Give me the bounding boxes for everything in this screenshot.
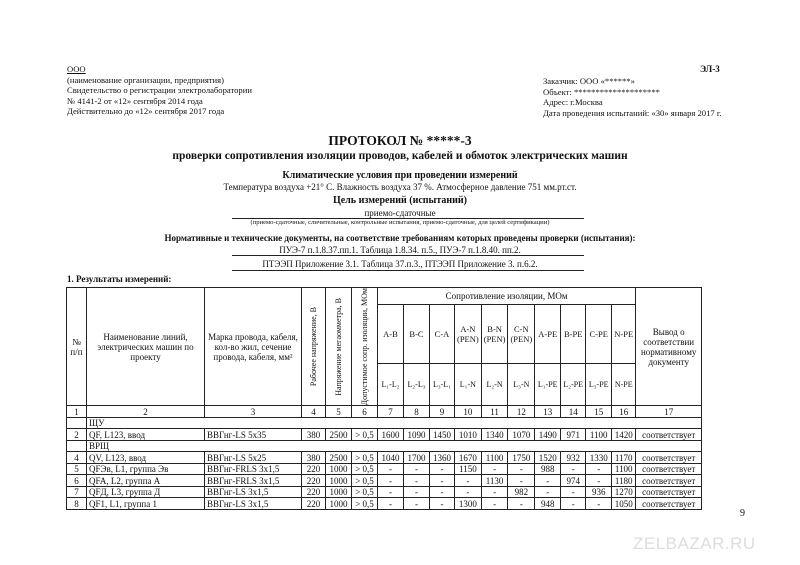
table-cell: 936 [586,486,612,498]
table-cell: 220 [302,463,326,475]
table-cell: QFЭв, L1, группа Эв [87,463,205,475]
table-cell: 1180 [612,475,636,487]
table-cell: 1750 [508,452,535,464]
table-cell: 5 [67,463,87,475]
table-row [67,498,702,510]
column-number: 1 [67,406,87,418]
table-cell: соответствует [636,475,702,487]
table-cell: 988 [535,463,561,475]
table-cell: 1600 [378,429,404,441]
table-cell: 7 [67,486,87,498]
header-conclusion: Вывод о соответствии нормативному документу [636,288,702,406]
docs-underline-2 [232,270,584,271]
phase-pen-label: (PEN) [457,333,479,344]
phase-header [378,304,404,364]
docs-line-1: ПУЭ-7 п.1.8.37.пп.1. Таблица 1.8.34. п.5., ПУЭ-7 п.1.8.40. пп.2. [279,245,521,255]
column-number: 10 [455,406,482,418]
table-cell: - [508,463,535,475]
table-cell: ВВГнг-LS 5х35 [205,429,302,441]
table-cell: 380 [302,429,326,441]
object: Объект: ******************** [543,86,660,97]
table-cell: - [481,463,508,475]
table-cell: QFД, L3, группа Д [87,486,205,498]
phase-label: C-N [514,323,529,334]
table-cell: - [561,498,586,510]
phase-conductor-label: L₂-PE [561,364,586,406]
phase-label: A-N [460,323,476,334]
certificate-valid: Действительно до «12» сентября 2017 года [67,106,225,117]
table-cell: 380 [302,452,326,464]
table-cell: - [455,475,482,487]
table-cell: 1100 [586,429,612,441]
table-cell: 1150 [455,463,482,475]
table-cell: 1300 [455,498,482,510]
group-num-cell [67,417,87,429]
table-cell: > 0,5 [352,452,378,464]
table-cell: 1490 [535,429,561,441]
table-cell: 8 [67,498,87,510]
table-row [67,486,702,498]
table-cell: 2 [67,429,87,441]
column-number: 6 [352,406,378,418]
customer-block [543,76,722,118]
table-cell: ВВГнг-FRLS 3х1,5 [205,475,302,487]
table-cell: - [535,486,561,498]
table-cell: - [508,475,535,487]
table-cell: 1100 [612,463,636,475]
column-number: 14 [561,406,586,418]
phase-conductor-label: L₁-N [455,364,482,406]
group-label: ЩУ [87,417,702,429]
table-cell: 1450 [430,429,455,441]
table-cell: - [586,498,612,510]
table-cell: 1050 [612,498,636,510]
table-cell: > 0,5 [352,486,378,498]
table-cell: 974 [561,475,586,487]
climate-heading: Климатические условия при проведении измерений [282,170,518,181]
header-resistance: Сопротивление изоляции, МОм [378,288,636,305]
table-cell: 2500 [326,429,352,441]
organization-block [67,64,252,117]
column-number: 12 [508,406,535,418]
header-name: Наименование линий, электрических машин по проекту [87,288,205,406]
phase-pen-label: (PEN) [483,333,506,344]
table-cell: ВВГнг-FRLS 3х1,5 [205,463,302,475]
table-cell: - [508,498,535,510]
phase-header [455,304,482,364]
table-cell: - [378,486,404,498]
header-work-voltage [302,288,326,406]
table-cell: 1420 [612,429,636,441]
table-cell: - [561,463,586,475]
table-row [67,429,702,441]
phase-label: N-PE [614,328,634,339]
table-cell: > 0,5 [352,429,378,441]
table-cell: 1090 [404,429,430,441]
table-cell: 971 [561,429,586,441]
phase-label: C-PE [589,328,608,339]
table-cell: 6 [67,475,87,487]
table-cell: 2500 [326,452,352,464]
header-meter-voltage [326,288,352,406]
column-number: 4 [302,406,326,418]
table-cell: > 0,5 [352,475,378,487]
table-cell: 220 [302,498,326,510]
table-cell: - [404,498,430,510]
table-cell: 948 [535,498,561,510]
table-cell: 1340 [481,429,508,441]
phase-conductor-label: L₂-N [481,364,508,406]
certificate-label: Свидетельство о регистрации электролаборатории [67,85,252,96]
table-cell: 1040 [378,452,404,464]
phase-header [404,304,430,364]
table-cell: - [378,463,404,475]
table-cell: - [430,475,455,487]
table-row [67,475,702,487]
column-number: 5 [326,406,352,418]
table-cell: - [430,486,455,498]
table-cell: - [430,463,455,475]
table-cell: - [404,486,430,498]
phase-label: A-PE [538,328,558,339]
table-cell: QV, L123, ввод [87,452,205,464]
table-cell: - [561,486,586,498]
phase-label: A-B [383,328,398,339]
phase-label: C-A [434,328,450,339]
column-number: 7 [378,406,404,418]
column-number: 8 [404,406,430,418]
phase-header [586,304,612,364]
protocol-subtitle: проверки сопротивления изоляции проводов, кабелей и обмоток электрических машин [172,150,628,162]
test-date: Дата проведения испытаний: «30» января 2017 г. [543,107,722,118]
phase-header [481,304,508,364]
watermark: ZELBAZAR.RU [633,534,756,553]
phase-conductor-label: L₁-L₂ [378,364,404,406]
page-number: 9 [740,508,745,519]
climate-line: Температура воздуха +21° С. Влажность воздуха 37 %. Атмосферное давление 751 мм.рт.ст. [223,182,577,192]
docs-underline-1 [232,255,584,256]
table-cell: - [586,463,612,475]
table-cell: 1010 [455,429,482,441]
table-cell: > 0,5 [352,498,378,510]
phase-conductor-label: L₃-PE [586,364,612,406]
table-cell: - [586,475,612,487]
table-cell: 1130 [481,475,508,487]
phase-header [430,304,455,364]
table-cell: > 0,5 [352,463,378,475]
header-allowed-text: Допустимое сопр. изоляции, МОм [360,288,369,406]
table-cell: соответствует [636,452,702,464]
table-cell: 1270 [612,486,636,498]
table-cell: - [535,475,561,487]
table-cell: 982 [508,486,535,498]
table-cell: 1070 [508,429,535,441]
results-body [67,417,702,509]
column-number: 11 [481,406,508,418]
purpose-hint: (приемо-сдаточные, сличительные, контрольные испытания, приемо-сдаточные, для целей сертификации) [250,219,550,226]
column-number: 17 [636,406,702,418]
table-cell: - [481,498,508,510]
table-cell: 1520 [535,452,561,464]
header-row-1 [67,288,702,305]
table-cell: 1170 [612,452,636,464]
table-cell: 1670 [455,452,482,464]
table-cell: - [481,486,508,498]
phase-conductor-label: N-PE [612,364,636,406]
table-cell: QF, L123, ввод [87,429,205,441]
group-num-cell [67,440,87,452]
phase-pen-label: (PEN) [510,333,533,344]
table-cell: - [404,475,430,487]
column-number: 13 [535,406,561,418]
table-cell: соответствует [636,429,702,441]
header-allowed [352,288,378,406]
table-cell: 1000 [326,486,352,498]
header-brand: Марка провода, кабеля, кол-во жил, сечение провода, кабеля, мм² [205,288,302,406]
phase-label: B-C [409,328,424,339]
table-cell: 1000 [326,475,352,487]
column-number: 16 [612,406,636,418]
org-hint: (наименование организации, предприятия) [67,74,224,85]
table-cell: QF1, L1, группа 1 [87,498,205,510]
phase-conductor-label: L₁-PE [535,364,561,406]
table-cell: 220 [302,486,326,498]
purpose-value: приемо-сдаточные [364,208,436,218]
phase-conductor-label: L₃-L₁ [430,364,455,406]
phase-conductor-label: L₃-N [508,364,535,406]
header-num: № п/п [67,288,87,406]
column-number: 15 [586,406,612,418]
group-row [67,440,702,452]
table-cell: - [430,498,455,510]
column-number: 3 [205,406,302,418]
phase-header [508,304,535,364]
certificate-number: № 4141-2 от «12» сентября 2014 года [67,95,203,106]
table-cell: ВВГнг-LS 3х1,5 [205,486,302,498]
table-cell: 1330 [586,452,612,464]
table-cell: ВВГнг-LS 3х1,5 [205,498,302,510]
header-work-voltage-text: Рабочее напряжение, В [309,307,318,387]
table-cell: соответствует [636,486,702,498]
table-row [67,452,702,464]
customer: Заказчик: ООО «******» [543,76,635,86]
table-cell: соответствует [636,498,702,510]
phase-header [535,304,561,364]
phase-header [561,304,586,364]
table-cell: соответствует [636,463,702,475]
protocol-code: ЭЛ-3 [700,64,720,74]
table-cell: 4 [67,452,87,464]
header-meter-voltage-text: Напряжение мегаомметра, В [334,297,343,396]
protocol-title: ПРОТОКОЛ № *****-3 [328,133,472,148]
table-cell: - [378,475,404,487]
org-name: ООО [67,64,86,74]
table-cell: 220 [302,475,326,487]
table-cell: QFA, L2, группа А [87,475,205,487]
phase-label: B-PE [563,328,583,339]
table-cell: 1000 [326,463,352,475]
docs-heading: Нормативные и технические документы, на соответствие требованиям которых проведены проверки (испытания): [164,233,636,243]
group-row [67,417,702,429]
table-cell: 1000 [326,498,352,510]
results-heading: 1. Результаты измерений: [67,274,172,284]
table-row [67,463,702,475]
table-cell: - [378,498,404,510]
purpose-heading: Цель измерений (испытаний) [332,195,468,206]
table-cell: 932 [561,452,586,464]
column-number: 9 [430,406,455,418]
column-number-row [67,406,702,418]
address: Адрес: г.Москва [543,97,603,108]
column-number: 2 [87,406,205,418]
phase-header [612,304,636,364]
table-cell: 1100 [481,452,508,464]
docs-line-2: ПТЭЭП Приложение 3.1. Таблица 37.п.3., ПТЭЭП Приложение 3. п.6.2. [262,259,538,269]
table-cell: - [404,463,430,475]
table-cell: 1360 [430,452,455,464]
table-cell: ВВГнг-LS 5х25 [205,452,302,464]
phase-label: B-N [487,323,502,334]
results-table [66,287,702,510]
table-cell: - [455,486,482,498]
table-cell: 1700 [404,452,430,464]
phase-conductor-label: L₂-L₃ [404,364,430,406]
group-label: ВРЩ [87,440,702,452]
